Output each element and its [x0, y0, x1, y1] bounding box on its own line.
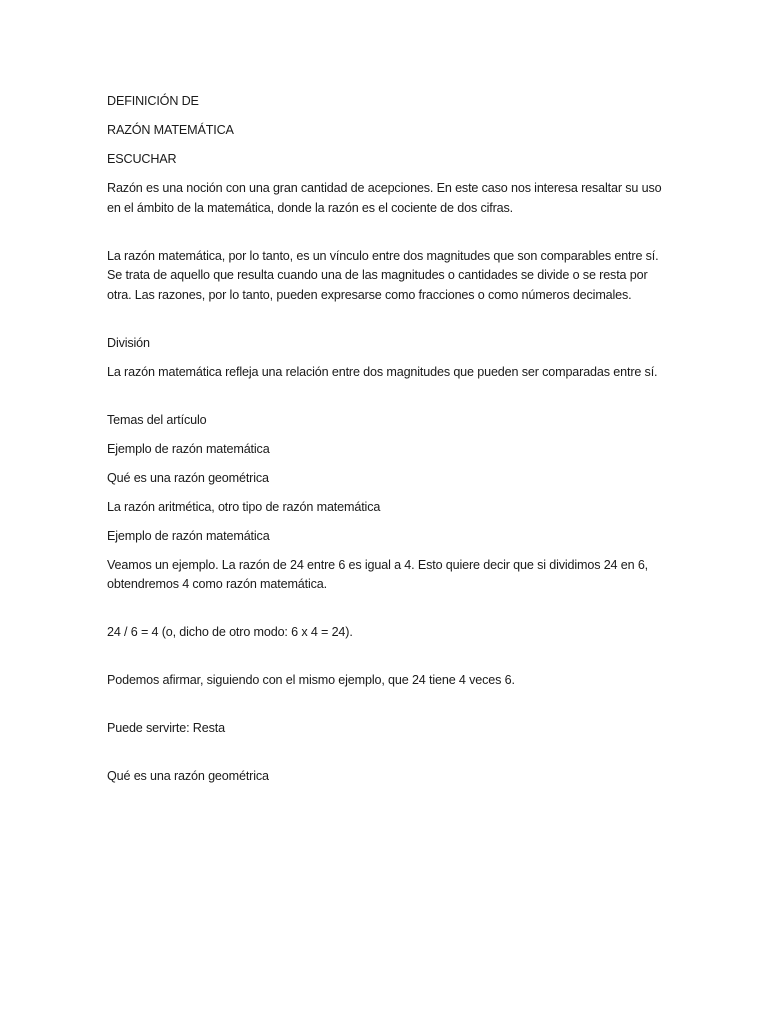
- topic-item: Qué es una razón geométrica: [107, 470, 269, 485]
- formula-line: 24 / 6 = 4 (o, dicho de otro modo: 6 x 4 = 24).: [107, 625, 353, 639]
- definition-paragraph: La razón matemática, por lo tanto, es un vínculo entre dos magnitudes que son comparables entre sí. Se trata de aquello que resulta cuando una de las magnitudes o cantidades se divide o se resta por otra. Las razones, por lo tanto, pueden expresarse como fracciones o como números decimales.: [107, 248, 659, 302]
- intro-paragraph: Razón es una noción con una gran cantidad de acepciones. En este caso nos interesa resaltar su uso en el ámbito de la matemática, donde la razón es el cociente de dos cifras.: [107, 181, 662, 215]
- example-paragraph: Veamos un ejemplo. La razón de 24 entre 6 es igual a 4. Esto quiere decir que si dividimos 24 en 6, obtendremos 4 como razón matemática.: [107, 557, 649, 591]
- topic-item: La razón aritmética, otro tipo de razón matemática: [107, 499, 381, 514]
- heading-title: RAZÓN MATEMÁTICA: [107, 123, 234, 137]
- geometric-heading: Qué es una razón geométrica: [107, 769, 269, 783]
- image-caption: División: [107, 335, 150, 350]
- affirmation-paragraph: Podemos afirmar, siguiendo con el mismo ejemplo, que 24 tiene 4 veces 6.: [107, 673, 515, 687]
- example-heading: Ejemplo de razón matemática: [107, 528, 270, 543]
- heading-definition: DEFINICIÓN DE: [107, 94, 199, 108]
- image-description: La razón matemática refleja una relación entre dos magnitudes que pueden ser comparadas entre sí.: [107, 364, 658, 379]
- topics-heading: Temas del artículo: [107, 412, 207, 427]
- listen-label: ESCUCHAR: [107, 152, 177, 166]
- document-body: [107, 92, 667, 787]
- related-link: Puede servirte: Resta: [107, 721, 225, 735]
- topic-item: Ejemplo de razón matemática: [107, 441, 270, 456]
